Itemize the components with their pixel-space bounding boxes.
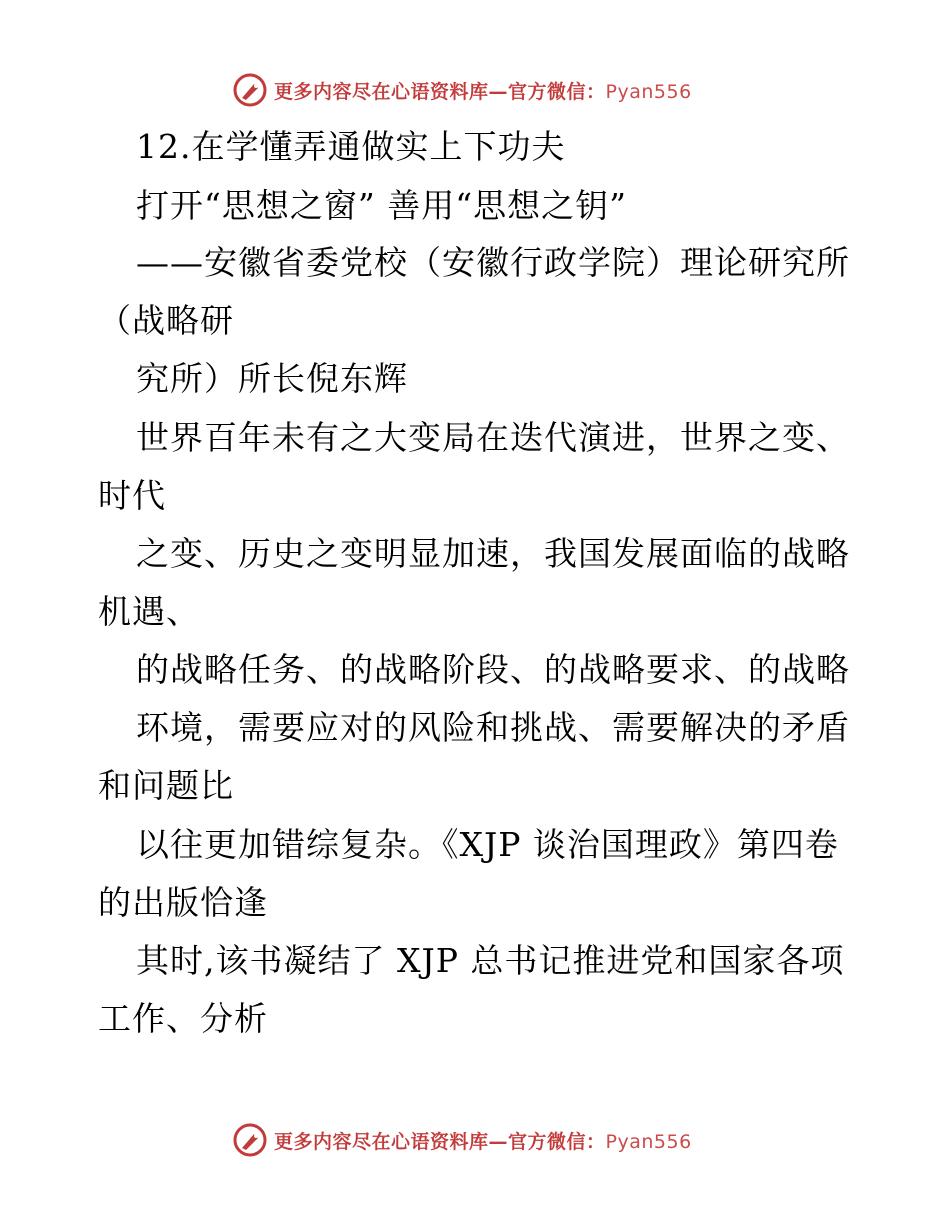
author-line: ——安徽省委党校（安徽行政学院）理论研究所 [136, 243, 850, 282]
body-line: 其时,该书凝结了 XJP 总书记推进党和国家各项 [136, 941, 845, 980]
wechat-id: Pyan556 [605, 80, 692, 103]
body-line: 世界百年未有之大变局在迭代演进，世界之变、 [136, 418, 850, 457]
watermark-text: 更多内容尽在心语资料库—官方微信：Pyan556 [274, 1130, 692, 1153]
body-line: 机遇、 [98, 592, 200, 631]
body-line: 环境，需要应对的风险和挑战、需要解决的矛盾 [136, 708, 850, 747]
body-line: 的战略任务、的战略阶段、的战略要求、的战略 [136, 650, 850, 689]
author-name-line: 究所）所长倪东辉 [136, 359, 408, 398]
body-line: 以往更加错综复杂。《XJP 谈治国理政》第四卷 [136, 825, 839, 864]
watermark-header [232, 70, 752, 110]
body-line: 工作、分析 [98, 999, 268, 1038]
watermark-footer [232, 1120, 752, 1160]
watermark-text: 更多内容尽在心语资料库—官方微信：Pyan556 [274, 80, 692, 103]
pen-nib-circle-icon [232, 1122, 268, 1158]
article-title: 打开“思想之窗” 善用“思想之钥” [136, 186, 627, 225]
section-heading: 12.在学懂弄通做实上下功夫 [136, 127, 566, 166]
body-line: 的出版恰逢 [98, 883, 268, 922]
body-line: 和问题比 [98, 766, 234, 805]
body-line: 之变、历史之变明显加速，我国发展面临的战略 [136, 534, 850, 573]
body-line: 时代 [98, 476, 166, 515]
wechat-id: Pyan556 [605, 1130, 692, 1153]
pen-nib-circle-icon [232, 72, 268, 108]
author-line-continued: （战略研 [98, 301, 234, 340]
